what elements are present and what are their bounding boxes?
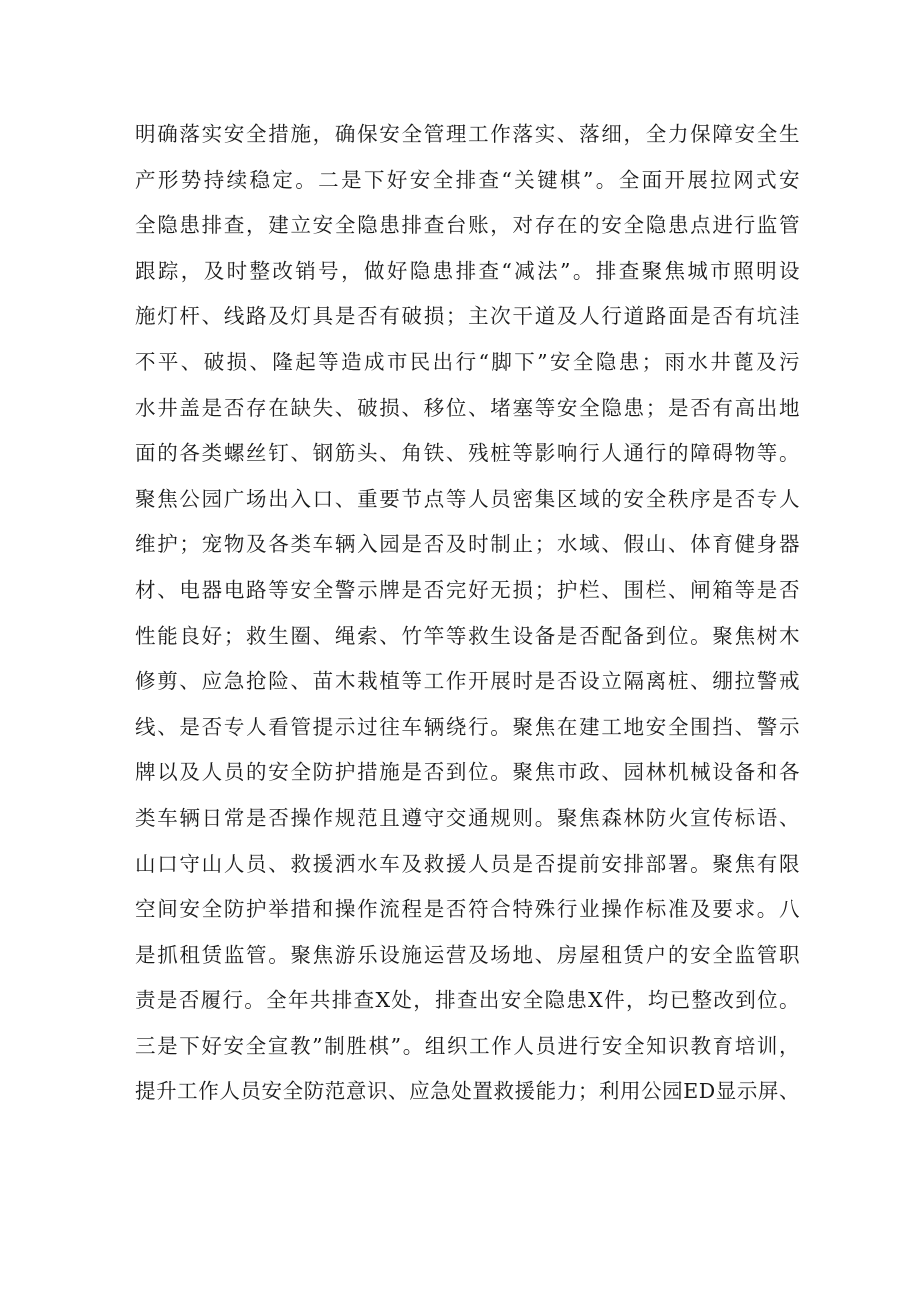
- text-line: 是抓租赁监管。聚焦游乐设施运营及场地、房屋租赁户的安全监管职: [135, 942, 800, 967]
- text-line: 性能良好；救生圈、绳索、竹竿等救生设备是否配备到位。聚焦树木: [135, 623, 800, 648]
- text-line: 牌以及人员的安全防护措施是否到位。聚焦市政、园林机械设备和各: [135, 760, 800, 785]
- text-line: 聚焦公园广场出入口、重要节点等人员密集区域的安全秩序是否专人: [135, 486, 800, 511]
- text-line: 提升工作人员安全防范意识、应急处置救援能力；利用公园ED显示屏、: [135, 1079, 800, 1104]
- text-line: 面的各类螺丝钉、钢筋头、角铁、残桩等影响行人通行的障碍物等。: [135, 441, 800, 466]
- text-line: 跟踪，及时整改销号，做好隐患排查“减法”。排查聚焦城市照明设: [135, 258, 800, 283]
- text-line: 维护；宠物及各类车辆入园是否及时制止；水域、假山、体育健身器: [135, 532, 800, 557]
- text-line: 线、是否专人看管提示过往车辆绕行。聚焦在建工地安全围挡、警示: [135, 714, 800, 739]
- text-line: 修剪、应急抢险、苗木栽植等工作开展时是否设立隔离桩、绷拉警戒: [135, 669, 800, 694]
- text-line: 山口守山人员、救援洒水车及救援人员是否提前安排部署。聚焦有限: [135, 851, 800, 876]
- text-line: 空间安全防护举措和操作流程是否符合特殊行业操作标准及要求。八: [135, 897, 800, 922]
- text-line: 不平、破损、隆起等造成市民出行“脚下”安全隐患；雨水井蓖及污: [135, 349, 800, 374]
- text-line: 产形势持续稳定。二是下好安全排查“关键棋”。全面开展拉网式安: [135, 167, 800, 192]
- text-line: 施灯杆、线路及灯具是否有破损；主次干道及人行道路面是否有坑洼: [135, 304, 800, 329]
- text-line: 类车辆日常是否操作规范且遵守交通规则。聚焦森林防火宣传标语、: [135, 805, 800, 830]
- text-line: 全隐患排查，建立安全隐患排查台账，对存在的安全隐患点进行监管: [135, 213, 800, 238]
- text-line: 材、电器电路等安全警示牌是否完好无损；护栏、围栏、闸箱等是否: [135, 577, 800, 602]
- text-line: 责是否履行。全年共排查X处，排查出安全隐患X件，均已整改到位。: [135, 988, 800, 1013]
- text-line: 明确落实安全措施，确保安全管理工作落实、落细，全力保障安全生: [135, 122, 800, 146]
- text-line: 水井盖是否存在缺失、破损、移位、堵塞等安全隐患；是否有高出地: [135, 395, 800, 420]
- text-line: 三是下好安全宣教”制胜棋”。组织工作人员进行安全知识教育培训，: [135, 1033, 800, 1058]
- body-text: [135, 112, 800, 1115]
